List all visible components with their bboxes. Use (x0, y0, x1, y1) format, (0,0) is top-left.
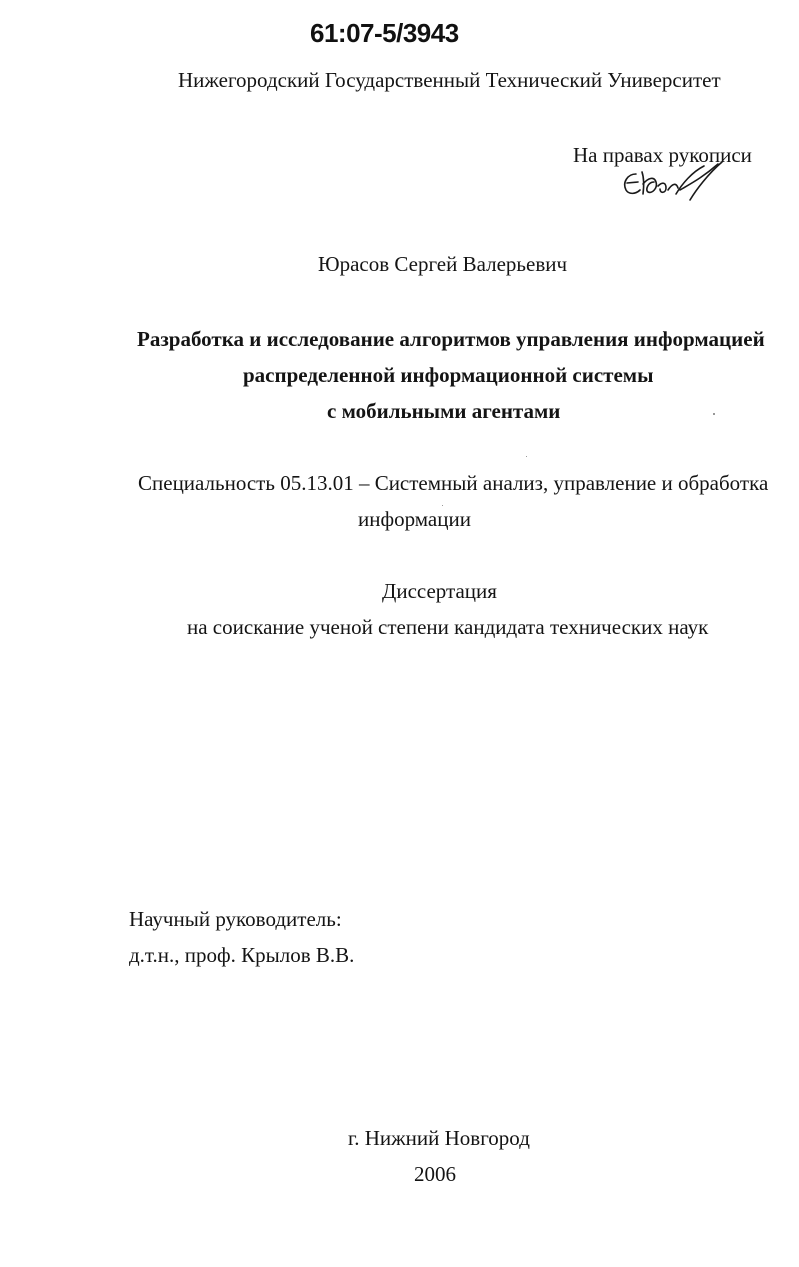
author-signature (618, 160, 726, 206)
scan-speck (442, 505, 443, 506)
dissertation-title-line-1: Разработка и исследование алгоритмов управления информацией (137, 327, 765, 351)
document-type: Диссертация (382, 579, 497, 603)
city: г. Нижний Новгород (348, 1126, 530, 1150)
specialty-line-1: Специальность 05.13.01 – Системный анализ, управление и обработка (138, 471, 769, 495)
dissertation-title-line-2: распределенной информационной системы (243, 363, 654, 387)
catalog-number: 61:07-5/3943 (310, 18, 459, 48)
scan-speck (526, 456, 527, 457)
scan-speck (713, 413, 715, 415)
advisor-name: д.т.н., проф. Крылов В.В. (129, 943, 355, 967)
rights-notice: На правах рукописи (573, 143, 752, 167)
dissertation-title-line-3: с мобильными агентами (327, 399, 561, 423)
advisor-label: Научный руководитель: (129, 907, 342, 931)
university-name: Нижегородский Государственный Технический Университет (178, 68, 721, 92)
degree-statement: на соискание ученой степени кандидата технических наук (187, 615, 709, 639)
specialty-line-2: информации (358, 507, 471, 531)
year: 2006 (414, 1162, 456, 1186)
author-name: Юрасов Сергей Валерьевич (318, 252, 568, 276)
